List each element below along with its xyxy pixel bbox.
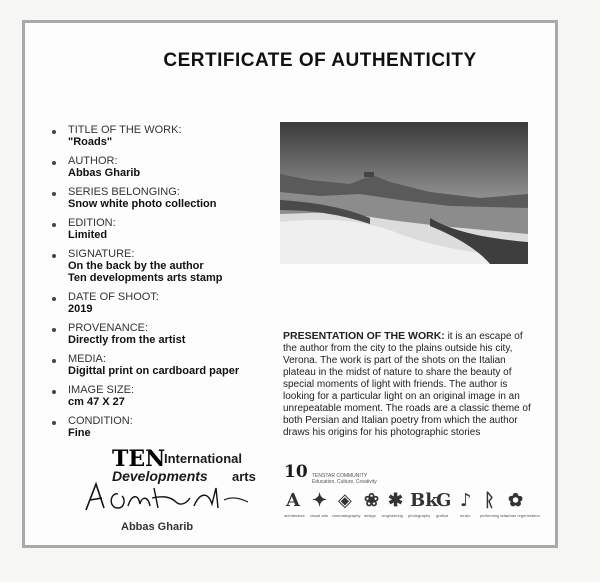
visual-arts-icon: ✦ bbox=[312, 490, 328, 511]
field-label: EDITION: bbox=[68, 217, 116, 229]
bullet-icon bbox=[52, 421, 56, 425]
bullet-icon bbox=[52, 359, 56, 363]
logo-arts-word: arts bbox=[232, 469, 256, 484]
snowy-road-landscape bbox=[280, 122, 528, 264]
discipline-labels bbox=[284, 513, 540, 523]
discipline-label: visual arts bbox=[310, 513, 329, 518]
tenstar-name: TENSTAR COMMUNITY bbox=[312, 473, 368, 479]
bullet-icon bbox=[52, 328, 56, 332]
field-value-secondary: Ten developments arts stamp bbox=[68, 272, 223, 284]
discipline-label: architecture bbox=[284, 513, 305, 518]
field-image-size bbox=[52, 384, 282, 408]
field-media bbox=[52, 353, 282, 377]
field-value: Limited bbox=[68, 229, 108, 241]
engineering-icon: ✱ bbox=[388, 490, 404, 511]
presentation-text: it is an escape of the author from the city to the plains outside his city, Verona. The work is part of the shots on the Italian plateau in the midst of nature to share the beauty of special moments of light with friends. The author is looking for a particular light on an original image in an unrepeatable moment. The roads are a classic theme of both Persian and Italian poetry from which the author draws his origins for his photographic stories bbox=[283, 331, 531, 438]
discipline-label: design bbox=[364, 513, 376, 518]
field-provenance bbox=[52, 322, 282, 346]
bullet-icon bbox=[52, 390, 56, 394]
field-label: SIGNATURE: bbox=[68, 248, 135, 260]
field-label: AUTHOR: bbox=[68, 155, 118, 167]
design-icon: ❀ bbox=[364, 490, 380, 511]
field-value: Snow white photo collection bbox=[68, 198, 217, 210]
field-series bbox=[52, 186, 282, 210]
field-value: "Roads" bbox=[68, 136, 113, 148]
field-label: PROVENANCE: bbox=[68, 322, 149, 334]
discipline-icons bbox=[284, 490, 534, 512]
logo-developments-word: Developments bbox=[112, 468, 208, 484]
field-label: TITLE OF THE WORK: bbox=[68, 124, 182, 136]
field-value: cm 47 X 27 bbox=[68, 396, 125, 408]
presentation-paragraph bbox=[283, 330, 535, 439]
field-value: Digittal print on cardboard paper bbox=[68, 365, 240, 377]
discipline-label: engineering bbox=[382, 513, 403, 518]
bullet-icon bbox=[52, 130, 56, 134]
tenstar-tagline: Education, Culture, Creativity bbox=[312, 479, 377, 485]
discipline-label: performing arts bbox=[480, 513, 507, 518]
architecture-icon: A bbox=[286, 490, 300, 511]
field-value: 2019 bbox=[68, 303, 93, 315]
field-author bbox=[52, 155, 282, 179]
discipline-label: music bbox=[460, 513, 471, 518]
bullet-icon bbox=[52, 161, 56, 165]
field-value: Abbas Gharib bbox=[68, 167, 141, 179]
bullet-icon bbox=[52, 223, 56, 227]
logo-international-word: International bbox=[164, 451, 243, 466]
bullet-icon bbox=[52, 192, 56, 196]
artwork-photo bbox=[280, 122, 528, 264]
field-signature bbox=[52, 248, 282, 284]
handwritten-signature bbox=[82, 478, 252, 514]
tenstar-community-logo bbox=[284, 462, 540, 524]
urban-regeneration-icon: ✿ bbox=[508, 490, 524, 511]
tenstar-number: 10 bbox=[284, 462, 308, 482]
bullet-icon bbox=[52, 297, 56, 301]
field-label: CONDITION: bbox=[68, 415, 133, 427]
certificate-title: CERTIFICATE OF AUTHENTICITY bbox=[163, 50, 477, 71]
performing-arts-icon: ᚱ bbox=[484, 490, 495, 511]
field-value: Directly from the artist bbox=[68, 334, 186, 346]
field-condition bbox=[52, 415, 282, 439]
music-icon: ♪ bbox=[460, 490, 472, 511]
presentation-label: PRESENTATION OF THE WORK: bbox=[283, 330, 445, 342]
field-value: Fine bbox=[68, 427, 91, 439]
work-details-list bbox=[52, 124, 282, 446]
bullet-icon bbox=[52, 254, 56, 258]
field-title bbox=[52, 124, 282, 148]
field-label: SERIES BELONGING: bbox=[68, 186, 180, 198]
field-label: DATE OF SHOOT: bbox=[68, 291, 159, 303]
field-value: On the back by the author bbox=[68, 260, 204, 272]
logo-ten-word: TEN bbox=[112, 446, 166, 472]
field-label: IMAGE SIZE: bbox=[68, 384, 135, 396]
discipline-label: cinematography bbox=[332, 513, 361, 518]
discipline-label: grafica bbox=[436, 513, 449, 518]
grafica-icon: G bbox=[436, 490, 452, 511]
field-edition bbox=[52, 217, 282, 241]
field-date bbox=[52, 291, 282, 315]
cinematography-icon: ◈ bbox=[338, 490, 352, 511]
signer-name: Abbas Gharib bbox=[121, 521, 194, 533]
discipline-label: photography bbox=[408, 513, 431, 518]
field-label: MEDIA: bbox=[68, 353, 106, 365]
discipline-label: urban regeneration bbox=[506, 513, 540, 518]
photography-icon: Bk bbox=[410, 490, 438, 511]
